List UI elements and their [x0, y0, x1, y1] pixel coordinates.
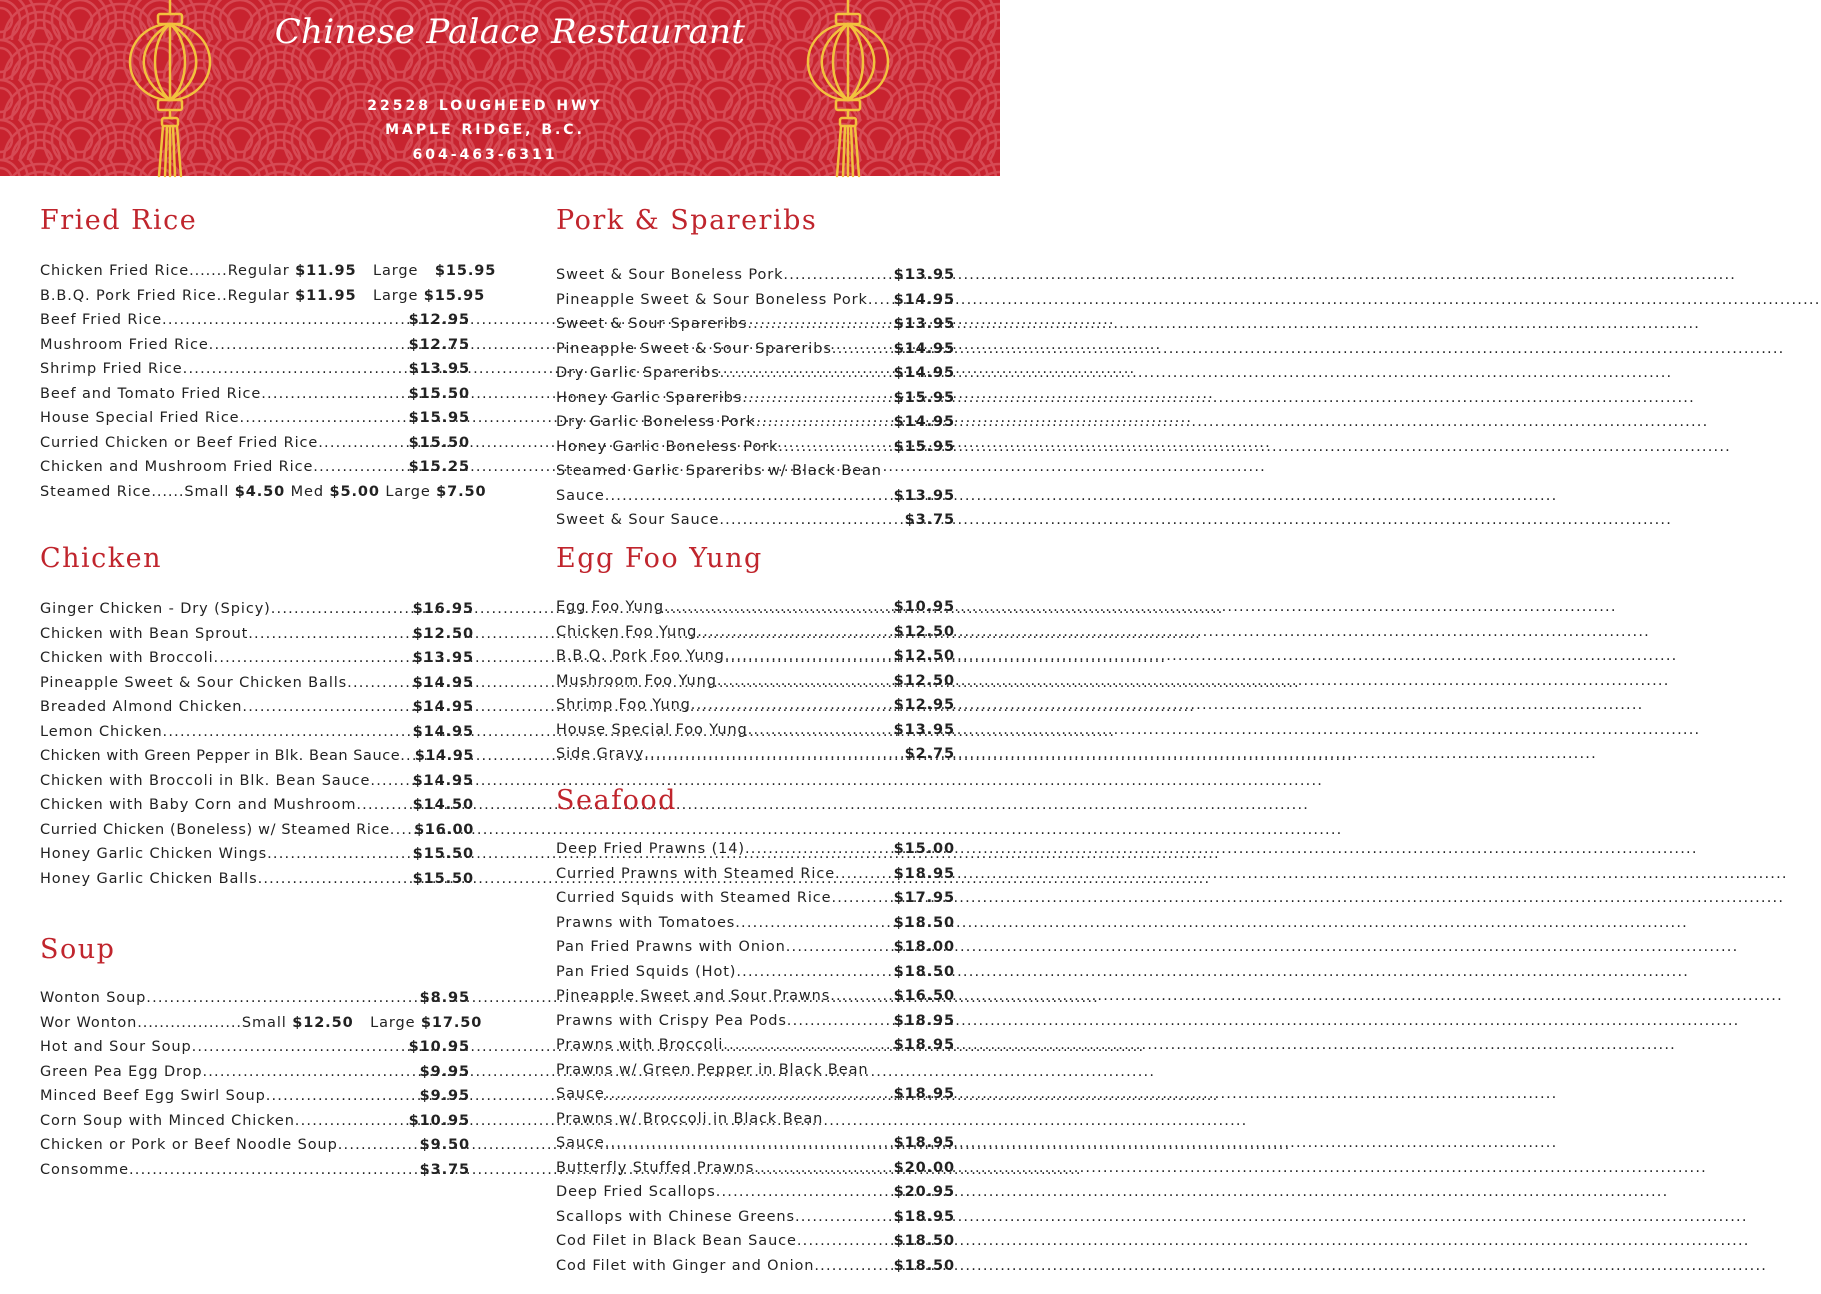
menu-item: Shrimp Fried Rice ..... $13.95	[40, 357, 470, 382]
section-fried-rice	[40, 205, 497, 504]
menu-item: Pan Fried Prawns with Onion ..... $18.00	[556, 935, 955, 960]
menu-item: Honey Garlic Chicken Balls ..... $15.50	[40, 867, 474, 892]
menu-item: Minced Beef Egg Swirl Soup ..... $9.95	[40, 1084, 470, 1109]
menu-item: Curried Chicken (Boneless) w/ Steamed Rice ..... $16.00	[40, 818, 474, 843]
section-title: Soup	[40, 934, 116, 965]
address-line-2: MAPLE RIDGE, B.C.	[385, 122, 585, 138]
menu-item: Dry Garlic Boneless Pork ..... $14.95	[556, 410, 955, 435]
menu-item: Ginger Chicken - Dry (Spicy) ..... $16.95	[40, 597, 474, 622]
section-pork-spareribs	[556, 205, 955, 533]
section-seafood	[556, 785, 955, 1278]
menu-item: Sauce ..... $18.95	[556, 1131, 955, 1156]
menu-item: Pineapple Sweet and Sour Prawns ..... $16.50	[556, 984, 955, 1009]
menu-item: Chicken with Baby Corn and Mushroom ..... $14.50	[40, 793, 474, 818]
menu-item: Sweet & Sour Sauce ..... $3.75	[556, 508, 955, 533]
section-title: Pork & Spareribs	[556, 205, 818, 236]
menu-item: Pineapple Sweet & Sour Boneless Pork ..... $14.95	[556, 288, 955, 313]
menu-item: Pan Fried Squids (Hot) ..... $18.50	[556, 960, 955, 985]
section-soup	[40, 934, 483, 1182]
menu-item: Wor Wonton ................... Small $12.50 Large $17.50	[40, 1014, 483, 1031]
menu-item: Cod Filet with Ginger and Onion ..... $18.50	[556, 1254, 955, 1279]
menu-item: Steamed Rice ...... Small $4.50 Med $5.00 Large $7.50	[40, 483, 487, 500]
menu-item: House Special Foo Yung ..... $13.95	[556, 718, 955, 743]
menu-item: Chicken with Bean Sprout ..... $12.50	[40, 622, 474, 647]
menu-item: Chicken with Broccoli in Blk. Bean Sauce ..... $14.95	[40, 769, 474, 794]
menu-item: Scallops with Chinese Greens ..... $18.95	[556, 1205, 955, 1230]
menu-item: Chicken and Mushroom Fried Rice ..... $15.25	[40, 455, 470, 480]
menu-item: Curried Prawns with Steamed Rice ..... $18.95	[556, 862, 955, 887]
section-title: Fried Rice	[40, 205, 198, 236]
menu-item: Curried Squids with Steamed Rice ..... $17.95	[556, 886, 955, 911]
menu-item: Sauce ..... $18.95	[556, 1082, 955, 1107]
menu-item: Beef Fried Rice ..... $12.95	[40, 308, 470, 333]
menu-item: Beef and Tomato Fried Rice ..... $15.50	[40, 382, 470, 407]
menu-item: Prawns with Broccoli ..... $18.95	[556, 1033, 955, 1058]
menu-item: Honey Garlic Boneless Pork ..... $15.95	[556, 435, 955, 460]
menu-item: Wonton Soup ..... $8.95	[40, 986, 470, 1011]
menu-item: Corn Soup with Minced Chicken ..... $10.95	[40, 1109, 470, 1134]
header-banner	[0, 0, 1000, 176]
phone-number: 604-463-6311	[412, 147, 558, 163]
address-line-1: 22528 LOUGHEED HWY	[367, 98, 603, 114]
menu-item: Breaded Almond Chicken ..... $14.95	[40, 695, 474, 720]
menu-item: Prawns with Tomatoes ..... $18.50	[556, 911, 955, 936]
menu-item: Honey Garlic Spareribs ..... $15.95	[556, 386, 955, 411]
menu-item-line: Prawns w/ Green Pepper in Black Bean	[556, 1061, 869, 1078]
menu-item: Mushroom Fried Rice ..... $12.75	[40, 333, 470, 358]
menu-item: Curried Chicken or Beef Fried Rice ..... $15.50	[40, 431, 470, 456]
restaurant-title: Chinese Palace Restaurant	[274, 12, 746, 52]
menu-item: Pineapple Sweet & Sour Chicken Balls ..... $14.95	[40, 671, 474, 696]
menu-item: Chicken or Pork or Beef Noodle Soup ..... $9.50	[40, 1133, 470, 1158]
menu-item: Deep Fried Prawns (14) ..... $15.00	[556, 837, 955, 862]
menu-item: Green Pea Egg Drop ..... $9.95	[40, 1060, 470, 1085]
menu-item: Chicken with Green Pepper in Blk. Bean Sauce ..... $14.95	[40, 744, 474, 769]
section-title: Seafood	[556, 785, 677, 816]
menu-item: Cod Filet in Black Bean Sauce ..... $18.50	[556, 1229, 955, 1254]
section-egg-foo-yung	[556, 543, 955, 767]
section-chicken	[40, 543, 474, 891]
menu-item: Prawns with Crispy Pea Pods ..... $18.95	[556, 1009, 955, 1034]
menu-item: Deep Fried Scallops ..... $20.95	[556, 1180, 955, 1205]
menu-item: B.B.Q. Pork Fried Rice .. Regular $11.95 Large $15.95	[40, 287, 486, 304]
menu-item: Pineapple Sweet & Sour Spareribs ..... $14.95	[556, 337, 955, 362]
menu-item: Hot and Sour Soup ..... $10.95	[40, 1035, 470, 1060]
menu-item: Egg Foo Yung ..... $10.95	[556, 595, 955, 620]
menu-item: Consomme ..... $3.75	[40, 1158, 470, 1183]
menu-item: Chicken Fried Rice ....... Regular $11.95 Large $15.95	[40, 263, 497, 279]
menu-item: Sauce ..... $13.95	[556, 484, 955, 509]
menu-item-line: Steamed Garlic Spareribs w/ Black Bean	[556, 463, 882, 479]
menu-item: Mushroom Foo Yung ..... $12.50	[556, 669, 955, 694]
menu-item: Shrimp Foo Yung ..... $12.95	[556, 693, 955, 718]
menu-item: Sweet & Sour Spareribs ..... $13.95	[556, 312, 955, 337]
menu-item: Chicken with Broccoli ..... $13.95	[40, 646, 474, 671]
menu-item: Dry Garlic Spareribs ..... $14.95	[556, 361, 955, 386]
menu-item: Lemon Chicken ..... $14.95	[40, 720, 474, 745]
menu-item: House Special Fried Rice ..... $15.95	[40, 406, 470, 431]
section-title: Chicken	[40, 543, 163, 574]
menu-item: Chicken Foo Yung ..... $12.50	[556, 620, 955, 645]
menu-item-line: Prawns w/ Broccoli in Black Bean	[556, 1110, 824, 1127]
menu-item: Side Gravy ..... $2.75	[556, 742, 955, 767]
section-title: Egg Foo Yung	[556, 543, 763, 574]
menu-item: Butterfly Stuffed Prawns ..... $20.00	[556, 1156, 955, 1181]
menu-item: Honey Garlic Chicken Wings ..... $15.50	[40, 842, 474, 867]
menu-item: Sweet & Sour Boneless Pork ..... $13.95	[556, 263, 955, 288]
menu-item: B.B.Q. Pork Foo Yung ..... $12.50	[556, 644, 955, 669]
